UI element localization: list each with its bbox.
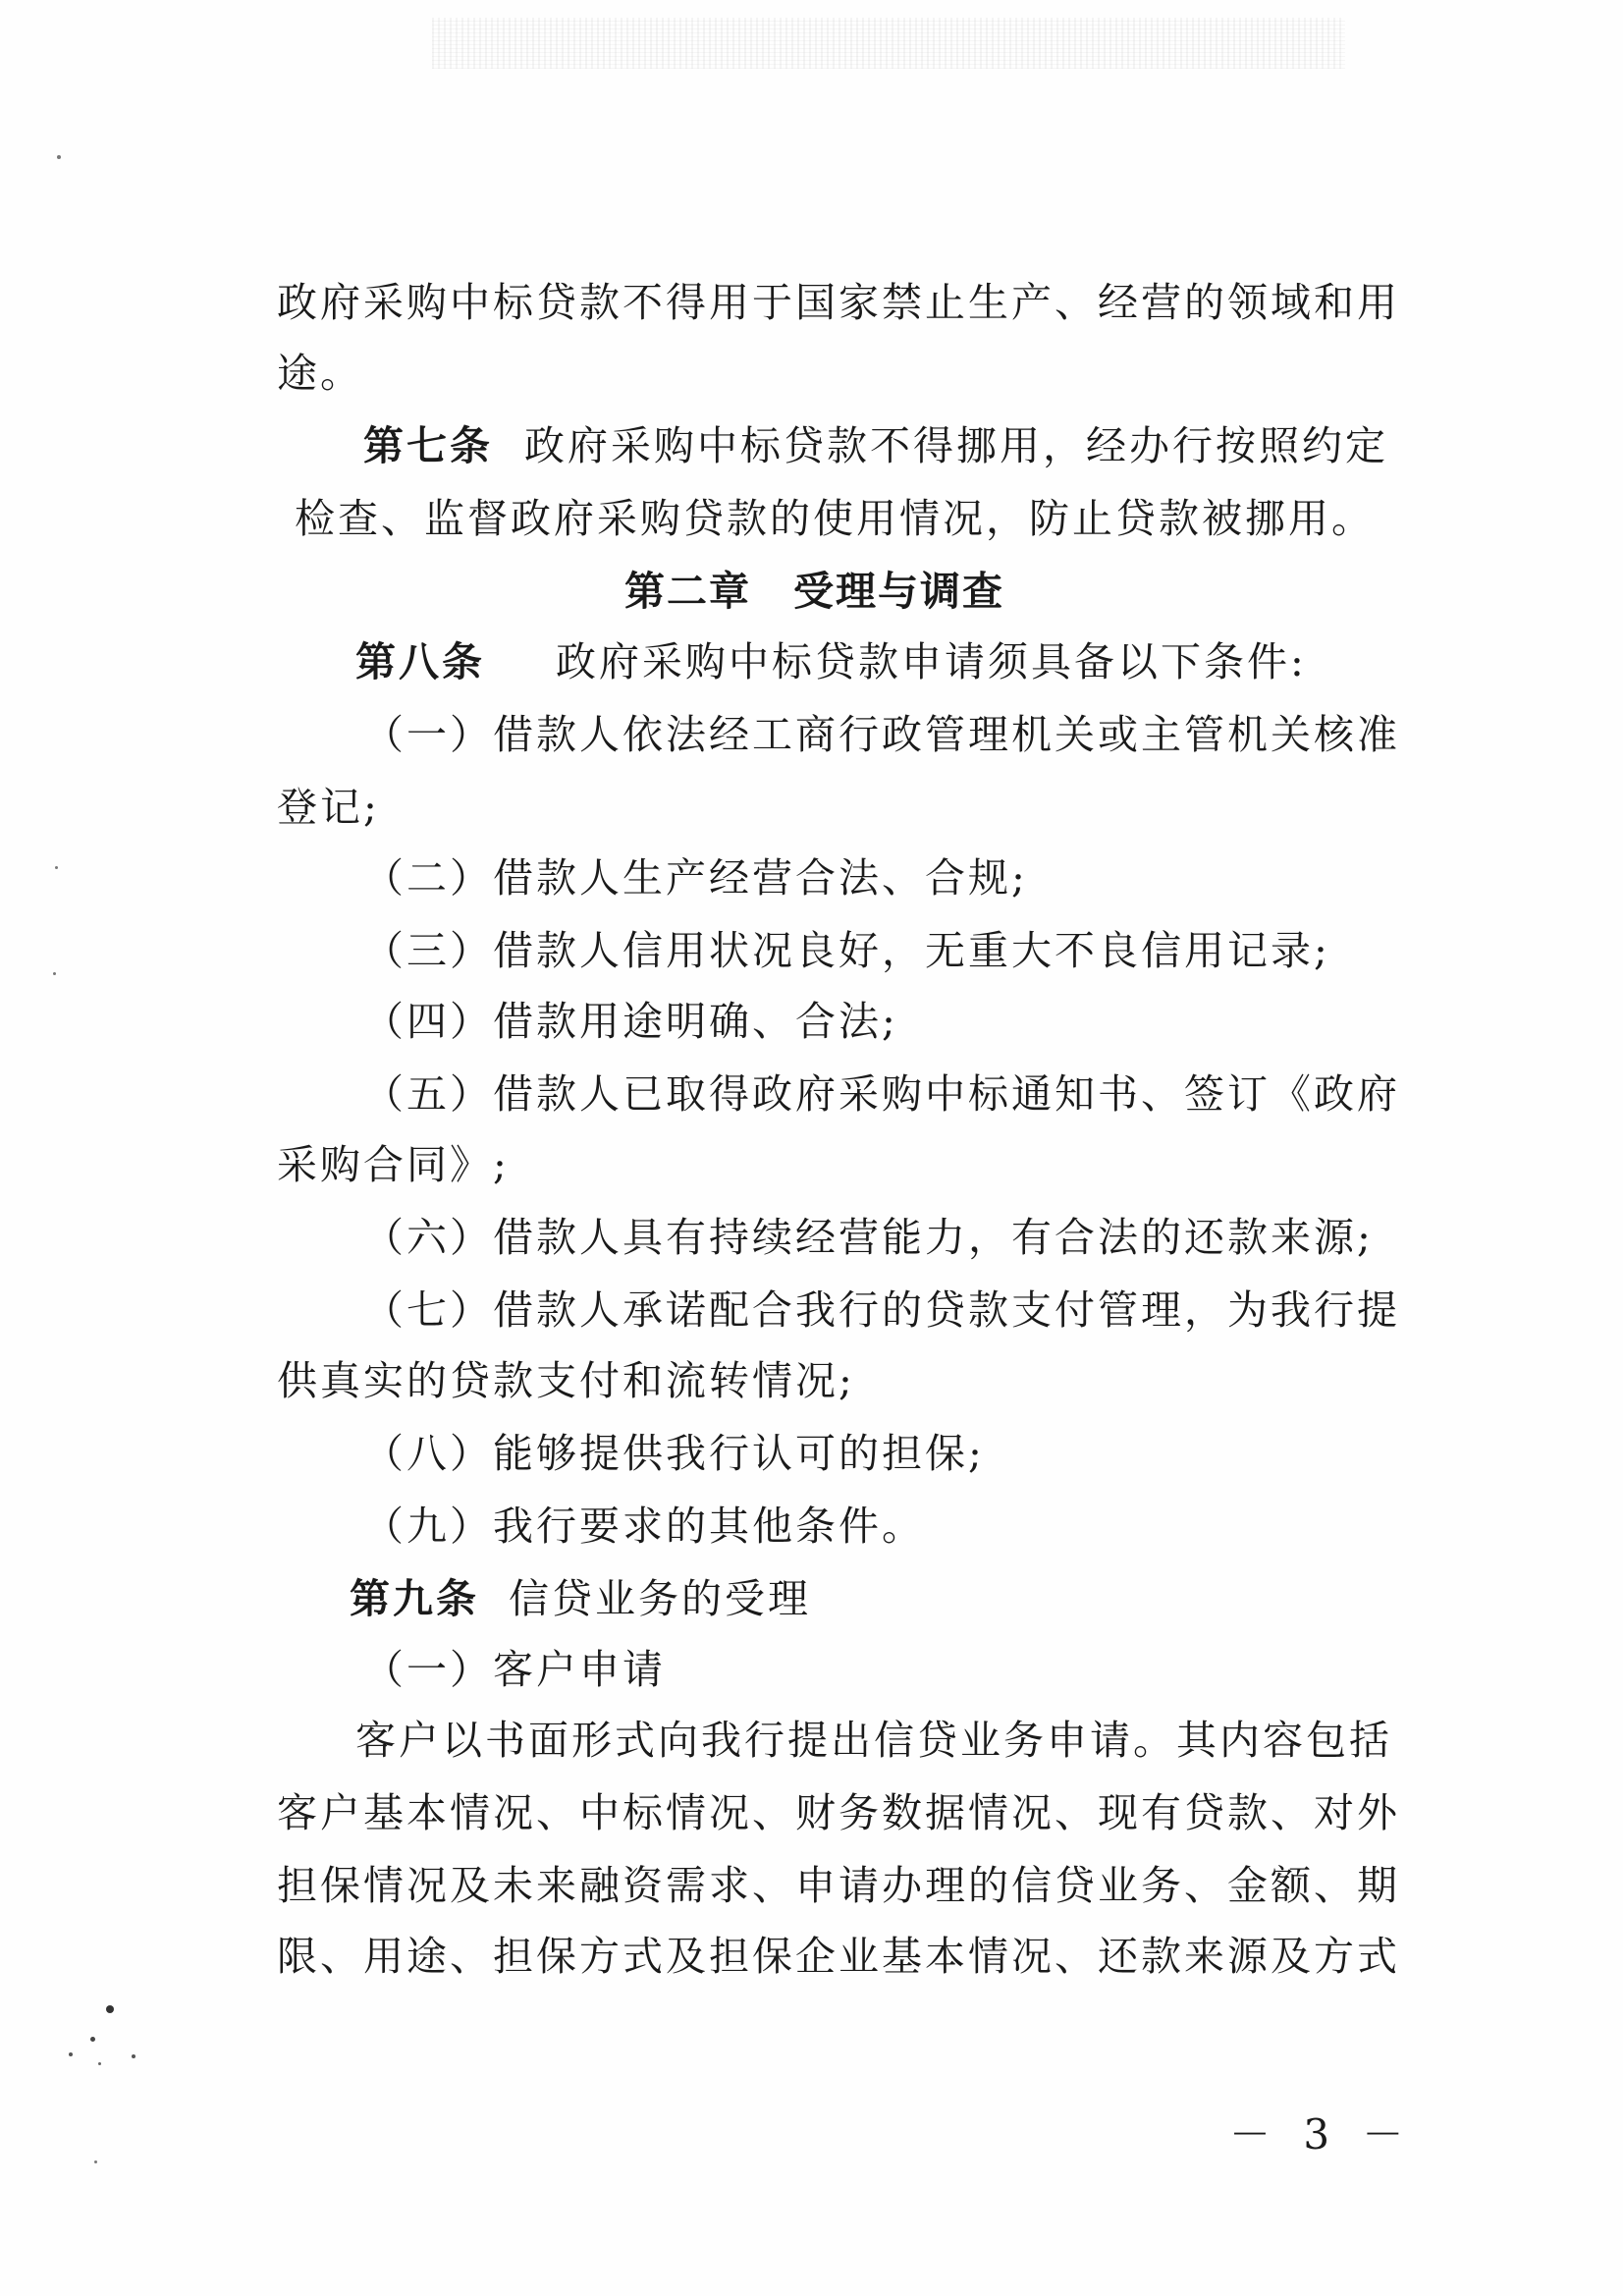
article-8-text: 政府采购中标贷款申请须具备以下条件: [556,638,1307,685]
scan-speck [98,2062,101,2065]
scan-speck [53,972,56,975]
scan-noise-strip [432,18,1345,69]
chapter-2-heading: 第二章 受理与调查 [624,568,1004,615]
condition-3: （三）借款人信用状况良好，无重大不良信用记录; [363,927,1330,974]
condition-9: （九）我行要求的其他条件。 [363,1503,925,1550]
body-para-line-4: 限、用途、担保方式及担保企业基本情况、还款来源及方式 [277,1933,1400,1980]
scan-speck [69,2052,73,2056]
body-line-1: 政府采购中标贷款不得用于国家禁止生产、经营的领域和用 [277,279,1400,326]
condition-6: （六）借款人具有持续经营能力，有合法的还款来源; [363,1214,1374,1261]
body-para-line-2: 客户基本情况、中标情况、财务数据情况、现有贷款、对外 [277,1789,1400,1836]
page-number: － 3 － [1229,2110,1414,2159]
condition-2: （二）借款人生产经营合法、合规; [363,854,1028,902]
scan-speck [55,866,58,869]
article-8-line [355,634,1307,689]
condition-5-line-b: 采购合同》; [277,1141,510,1188]
scan-speck [57,155,61,159]
article-8-label: 第八条 [355,638,485,685]
article-9-line [350,1571,811,1626]
scan-speck [94,2160,97,2163]
body-line-4: 检查、监督政府采购贷款的使用情况，防止贷款被挪用。 [295,495,1375,542]
body-para-line-1: 客户以书面形式向我行提出信贷业务申请。其内容包括 [355,1717,1392,1764]
body-para-line-3: 担保情况及未来融资需求、申请办理的信贷业务、金额、期 [277,1862,1400,1909]
condition-4: （四）借款用途明确、合法; [363,998,898,1045]
scan-speck [106,2005,114,2013]
condition-7-line-b: 供真实的贷款支付和流转情况; [277,1357,855,1404]
article-9-text: 信贷业务的受理 [509,1575,812,1622]
article-7-label: 第七条 [363,422,493,469]
body-line-2: 途。 [277,350,363,397]
article-7-line [363,418,1388,473]
condition-7-line-a: （七）借款人承诺配合我行的贷款支付管理，为我行提 [363,1286,1400,1334]
article-9-label: 第九条 [350,1575,479,1622]
subsection-1-heading: （一）客户申请 [363,1646,666,1693]
condition-5-line-a: （五）借款人已取得政府采购中标通知书、签订《政府 [363,1070,1400,1118]
condition-1-line-a: （一）借款人依法经工商行政管理机关或主管机关核准 [363,711,1400,758]
article-7-text: 政府采购中标贷款不得挪用，经办行按照约定 [524,422,1389,469]
condition-1-line-b: 登记; [277,784,380,831]
scan-speck [132,2054,135,2058]
scan-speck [90,2037,95,2042]
condition-8: （八）能够提供我行认可的担保; [363,1430,985,1477]
